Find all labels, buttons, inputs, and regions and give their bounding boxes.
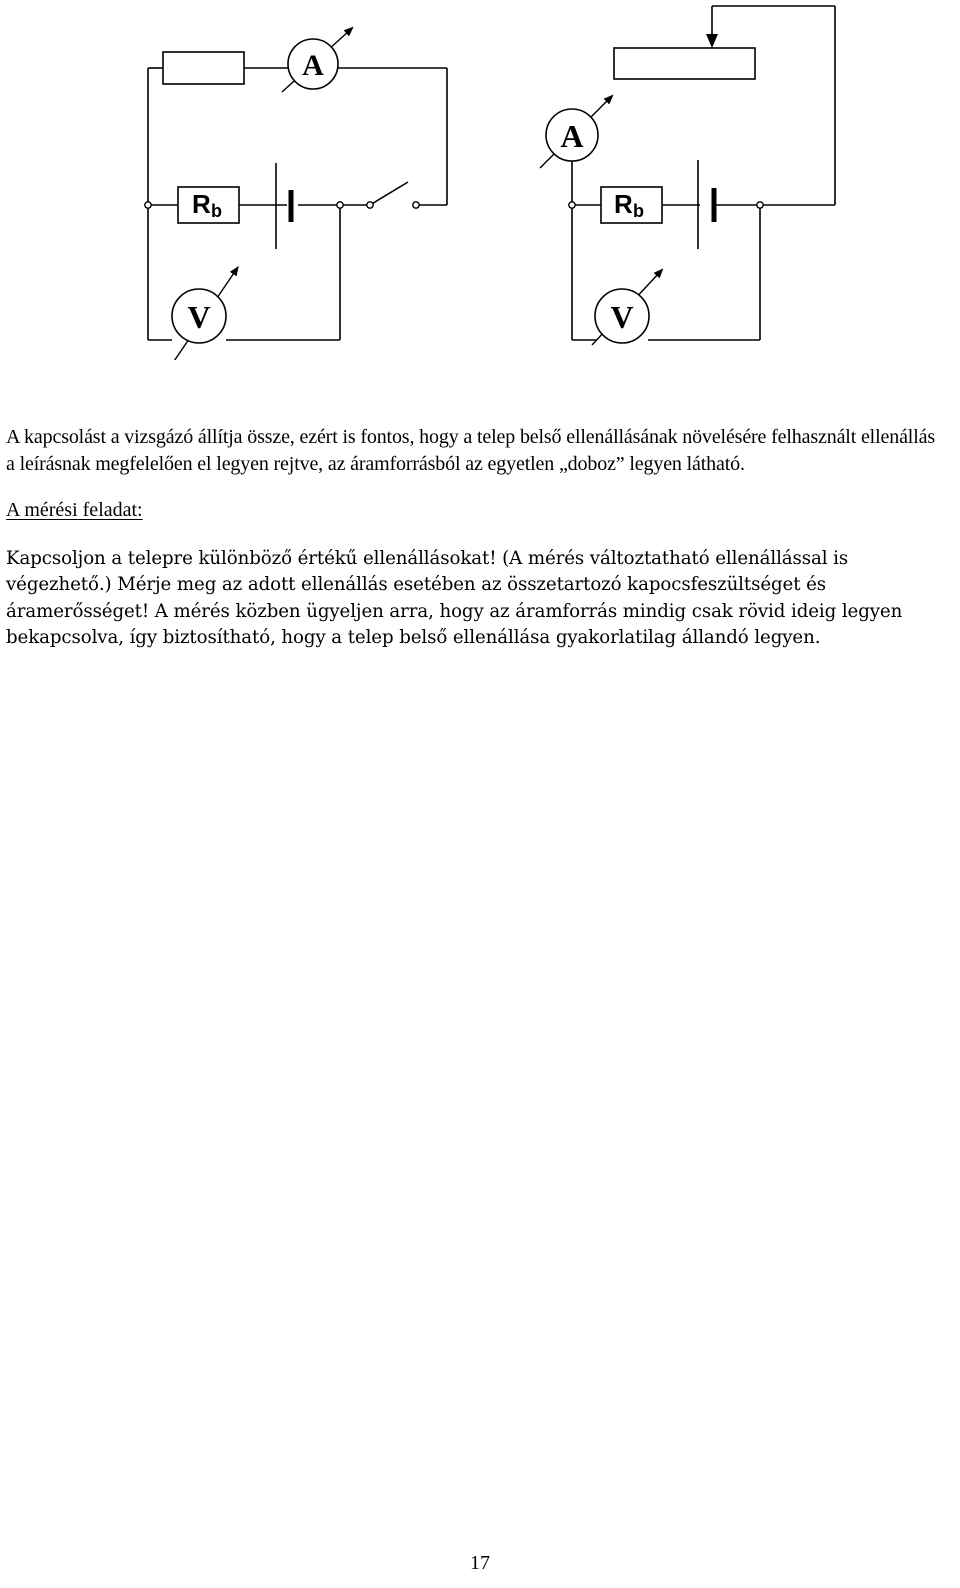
right-rheostat — [614, 48, 755, 79]
right-rb-subscript: b — [633, 201, 644, 221]
right-rb-letter: R — [614, 189, 633, 219]
rheostat-slider-arrow — [706, 34, 718, 48]
right-voltmeter-label: V — [610, 299, 634, 335]
left-ammeter — [282, 30, 350, 92]
right-ammeter — [540, 98, 610, 168]
right-battery — [698, 160, 714, 249]
left-rb-letter: R — [192, 189, 211, 219]
left-voltmeter-label: V — [187, 299, 211, 335]
left-rb-subscript: b — [211, 201, 222, 221]
left-external-resistor — [163, 52, 244, 84]
left-internal-resistor — [178, 187, 239, 223]
circuit-diagrams — [0, 0, 960, 360]
left-ammeter-label: A — [302, 49, 324, 82]
left-battery — [276, 163, 291, 249]
left-voltmeter — [168, 270, 236, 360]
body-text — [6, 424, 946, 652]
page-number: 17 — [470, 1552, 490, 1574]
task-heading: A mérési feladat: — [6, 499, 143, 521]
right-ammeter-label: A — [560, 118, 584, 154]
right-internal-resistor — [601, 187, 662, 223]
right-voltmeter — [592, 272, 660, 345]
intro-paragraph: A kapcsolást a vizsgázó állítja össze, ezért is fontos, hogy a telep belső ellenállásának növelésére felhasznált ellenállás a leírásnak megfelelően el legyen rejtve, az áramforrásból az egyetlen „doboz” legyen látható. — [6, 426, 935, 475]
task-paragraph: Kapcsoljon a telepre különböző értékű ellenállásokat! (A mérés változtatható ellenállással is végezhető.) Mérje meg az adott ellenállás esetében az összetartozó kapocsfeszültséget és áramerősséget! A mérés közben ügyeljen arra, hogy az áramforrás mindig csak rövid ideig legyen bekapcsolva, így biztosítható, hogy a telep belső ellenállása gyakorlatilag állandó legyen. — [6, 547, 903, 648]
